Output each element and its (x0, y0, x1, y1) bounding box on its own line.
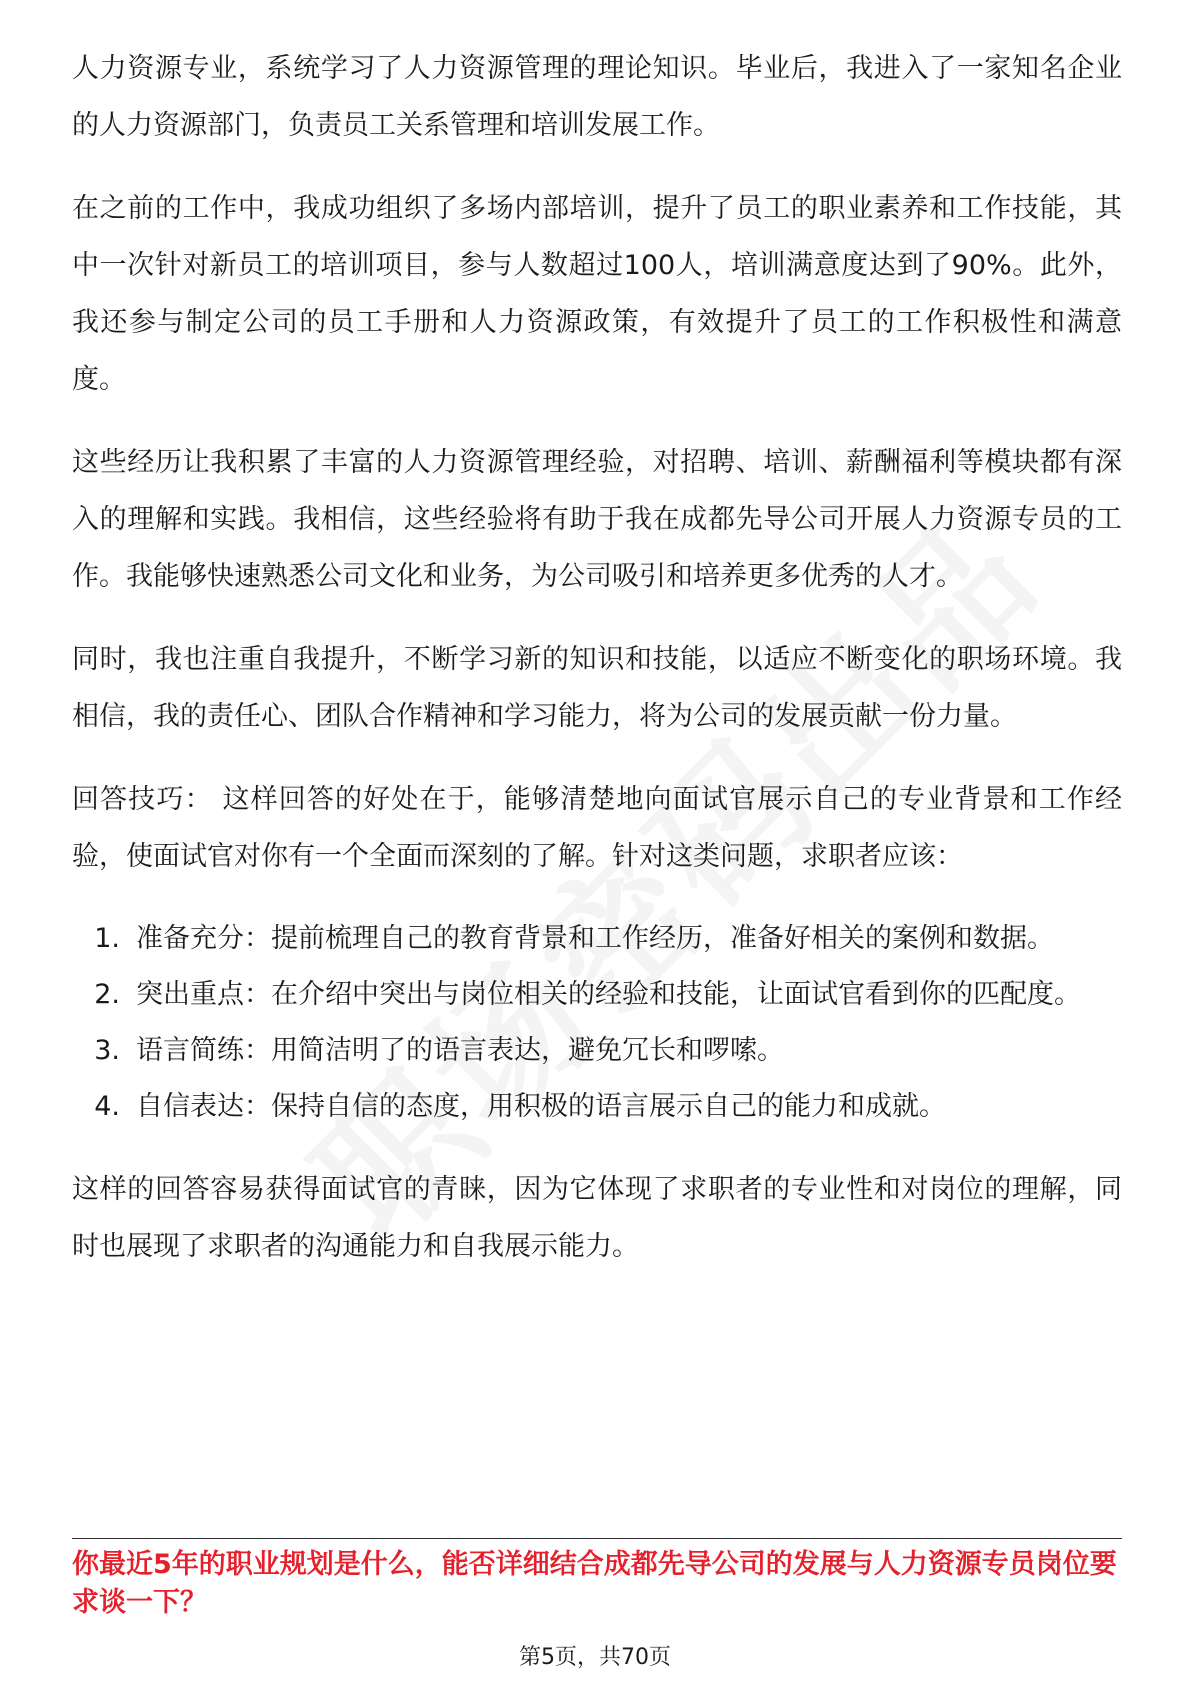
list-text: 突出重点：在介绍中突出与岗位相关的经验和技能，让面试官看到你的匹配度。 (136, 979, 1081, 1010)
paragraph: 在之前的工作中，我成功组织了多场内部培训，提升了员工的职业素养和工作技能，其中一次针对新员工的培训项目，参与人数超过100人，培训满意度达到了90%。此外，我还参与制定公司的员工手册和人力资源政策，有效提升了员工的工作积极性和满意度。 (72, 193, 1122, 395)
closing-paragraph: 这样的回答容易获得面试官的青睐，因为它体现了求职者的专业性和对岗位的理解，同时也展现了求职者的沟通能力和自我展示能力。 (72, 1174, 1122, 1262)
tips-list (72, 911, 1122, 1135)
paragraph: 同时，我也注重自我提升，不断学习新的知识和技能，以适应不断变化的职场环境。我相信，我的责任心、团队合作精神和学习能力，将为公司的发展贡献一份力量。 (72, 644, 1122, 732)
list-item (72, 967, 1122, 1023)
answer-tips-intro: 回答技巧： 这样回答的好处在于，能够清楚地向面试官展示自己的专业背景和工作经验，使面试官对你有一个全面而深刻的了解。针对这类问题，求职者应该： (72, 784, 1122, 872)
list-number: 1. (94, 923, 120, 954)
paragraph: 人力资源专业，系统学习了人力资源管理的理论知识。毕业后，我进入了一家知名企业的人力资源部门，负责员工关系管理和培训发展工作。 (72, 53, 1122, 141)
page-footer: 第5页，共70页 (519, 1645, 671, 1670)
list-number: 4. (94, 1091, 120, 1122)
paragraph: 这些经历让我积累了丰富的人力资源管理经验，对招聘、培训、薪酬福利等模块都有深入的理解和实践。我相信，这些经验将有助于我在成都先导公司开展人力资源专员的工作。我能够快速熟悉公司文化和业务，为公司吸引和培养更多优秀的人才。 (72, 447, 1122, 592)
next-question-heading: 你最近5年的职业规划是什么，能否详细结合成都先导公司的发展与人力资源专员岗位要求谈一下？ (72, 1549, 1117, 1618)
list-item (72, 1023, 1122, 1079)
page-content (72, 40, 1122, 1301)
list-item (72, 1079, 1122, 1135)
list-item (72, 911, 1122, 967)
list-number: 2. (94, 979, 120, 1010)
list-number: 3. (94, 1035, 120, 1066)
list-text: 自信表达：保持自信的态度，用积极的语言展示自己的能力和成就。 (136, 1091, 946, 1122)
section-divider (72, 1538, 1122, 1539)
list-text: 准备充分：提前梳理自己的教育背景和工作经历，准备好相关的案例和数据。 (136, 923, 1054, 954)
list-text: 语言简练：用简洁明了的语言表达，避免冗长和啰嗦。 (136, 1035, 784, 1066)
